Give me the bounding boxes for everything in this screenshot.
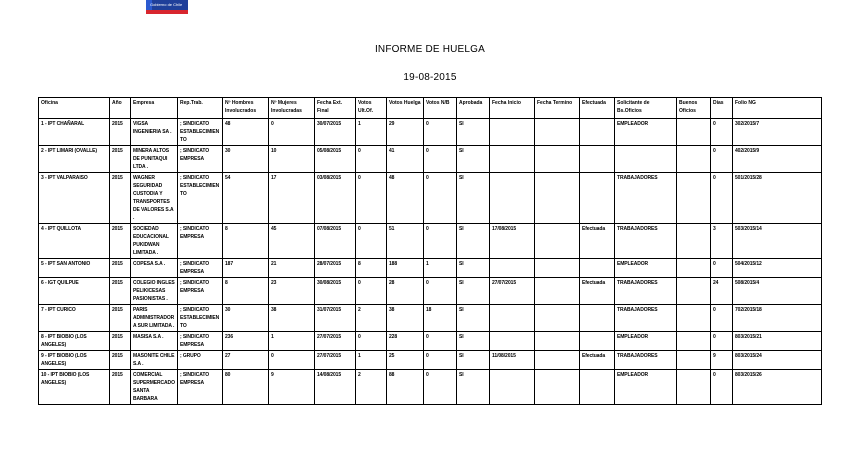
table-cell: 0 (424, 224, 457, 259)
table-cell: 1 (356, 119, 387, 146)
table-cell: 9 (711, 351, 733, 370)
table-cell: 0 (269, 119, 315, 146)
table-cell: ; SINDICATO ESTABLECIMIENTO (178, 305, 223, 332)
table-cell: EMPLEADOR (615, 259, 677, 278)
table-cell: 51 (387, 224, 424, 259)
table-cell: 23 (269, 278, 315, 305)
table-cell: 0 (711, 146, 733, 173)
table-cell: 236 (223, 332, 269, 351)
table-cell: 27/07/2015 (315, 351, 356, 370)
table-row (39, 259, 822, 278)
table-cell (580, 119, 615, 146)
table-cell: PARIS ADMINISTRADORA SUR LIMITADA . (131, 305, 178, 332)
table-cell: 05/08/2015 (315, 146, 356, 173)
table-cell: SI (457, 332, 490, 351)
table-cell: WAGNER SEGURIDAD CUSTODIA Y TRANSPORTES DE VALORES S.A . (131, 173, 178, 224)
table-cell (580, 332, 615, 351)
table-cell: 9 - IPT BIOBIO (LOS ANGELES) (39, 351, 110, 370)
table-cell: 6 - IGT QUILPUE (39, 278, 110, 305)
table-cell: 29 (387, 119, 424, 146)
table-row (39, 224, 822, 259)
table-cell: 2015 (110, 259, 131, 278)
table-cell: 11/08/2015 (490, 351, 535, 370)
table-cell: 0 (356, 224, 387, 259)
table-row (39, 305, 822, 332)
table-cell: 0 (424, 351, 457, 370)
table-cell (490, 146, 535, 173)
table-cell: 0 (711, 305, 733, 332)
table-cell: 10 - IPT BIOBIO (LOS ANGELES) (39, 370, 110, 405)
table-cell (677, 224, 711, 259)
table-cell: 0 (424, 146, 457, 173)
table-cell: 41 (387, 146, 424, 173)
table-cell: 508/2015/4 (733, 278, 822, 305)
table-cell: 2015 (110, 332, 131, 351)
table-cell: 18 (424, 305, 457, 332)
table-cell: 48 (387, 173, 424, 224)
table-cell: 80 (223, 370, 269, 405)
table-cell: MASONITE CHILE S.A . (131, 351, 178, 370)
table-cell: 8 (356, 259, 387, 278)
table-cell (535, 278, 580, 305)
table-cell (490, 305, 535, 332)
table-cell: MASISA S.A . (131, 332, 178, 351)
table-cell: 0 (356, 332, 387, 351)
table-cell: SI (457, 278, 490, 305)
column-header: Votos Huelga (387, 98, 424, 119)
table-cell: 45 (269, 224, 315, 259)
table-row (39, 146, 822, 173)
table-cell: 8 (223, 278, 269, 305)
table-cell: 2 (356, 305, 387, 332)
table-cell: ; SINDICATO EMPRESA (178, 370, 223, 405)
table-cell: EMPLEADOR (615, 370, 677, 405)
report-date: 19-08-2015 (403, 72, 457, 83)
table-cell: EMPLEADOR (615, 119, 677, 146)
logo-red-band (146, 10, 188, 14)
table-cell (580, 370, 615, 405)
table-cell: COLEGIO INGLES PELIKICESAS PASIONISTAS . (131, 278, 178, 305)
column-header: Empresa (131, 98, 178, 119)
table-cell: 0 (711, 332, 733, 351)
column-header: Fecha Ext. Final (315, 98, 356, 119)
column-header: Efectuada (580, 98, 615, 119)
table-cell: 402/2015/9 (733, 146, 822, 173)
logo-text: Gobierno de Chile (150, 2, 183, 7)
table-cell: ; SINDICATO EMPRESA (178, 224, 223, 259)
table-cell (490, 173, 535, 224)
table-cell (677, 278, 711, 305)
table-cell: SOCIEDAD EDUCACIONAL PUKIDWAN LIMITADA . (131, 224, 178, 259)
table-cell: 2015 (110, 305, 131, 332)
column-header: Año (110, 98, 131, 119)
table-cell: 54 (223, 173, 269, 224)
column-header: Aprobada (457, 98, 490, 119)
table-cell: 21 (269, 259, 315, 278)
column-header: Fecha Inicio (490, 98, 535, 119)
table-cell: 30 (223, 305, 269, 332)
table-cell (535, 332, 580, 351)
table-cell: 30/08/2015 (315, 278, 356, 305)
table-cell: 9 (269, 370, 315, 405)
table-cell: 30/07/2015 (315, 119, 356, 146)
table-cell: SI (457, 370, 490, 405)
table-row (39, 119, 822, 146)
table-cell (677, 332, 711, 351)
table-cell (535, 370, 580, 405)
table-cell: 5 - IPT SAN ANTONIO (39, 259, 110, 278)
table-cell: 2015 (110, 119, 131, 146)
table-cell: Efectuada (580, 224, 615, 259)
table-cell (535, 173, 580, 224)
table-cell: 188 (387, 259, 424, 278)
table-cell: SI (457, 146, 490, 173)
table-cell: 17/08/2015 (490, 224, 535, 259)
table-cell: SI (457, 351, 490, 370)
table-cell: 30 (223, 146, 269, 173)
table-cell: 503/2015/14 (733, 224, 822, 259)
table-cell (580, 146, 615, 173)
table-cell: MINERA ALTOS DE PUNITAQUI LTDA . (131, 146, 178, 173)
table-cell (580, 173, 615, 224)
table-cell: 2015 (110, 173, 131, 224)
table-cell: 38 (269, 305, 315, 332)
table-cell: 2015 (110, 224, 131, 259)
table-cell: 14/08/2015 (315, 370, 356, 405)
table-cell: 17 (269, 173, 315, 224)
table-cell: 3 (711, 224, 733, 259)
table-cell: 702/2015/18 (733, 305, 822, 332)
table-cell: 2 - IPT LIMARI (OVALLE) (39, 146, 110, 173)
table-cell: 0 (356, 278, 387, 305)
table-cell: ; GRUPO (178, 351, 223, 370)
table-cell: 07/08/2015 (315, 224, 356, 259)
table-cell: 0 (424, 119, 457, 146)
table-cell: ; SINDICATO ESTABLECIMIENTO (178, 119, 223, 146)
table-cell: COPESA S.A . (131, 259, 178, 278)
table-cell: 0 (424, 370, 457, 405)
table-cell: SI (457, 305, 490, 332)
table-cell: 302/2015/7 (733, 119, 822, 146)
table-cell (535, 305, 580, 332)
table-row (39, 173, 822, 224)
table-cell: TRABAJADORES (615, 173, 677, 224)
table-cell: 0 (711, 259, 733, 278)
table-cell: TRABAJADORES (615, 351, 677, 370)
table-cell: 1 (269, 332, 315, 351)
column-header: Votos Ult.Of. (356, 98, 387, 119)
table-cell: 8 (223, 224, 269, 259)
table-cell: SI (457, 259, 490, 278)
column-header: Nº Mujeres Involucradas (269, 98, 315, 119)
table-cell: 24 (711, 278, 733, 305)
table-cell: 27 (223, 351, 269, 370)
table-cell: ; SINDICATO EMPRESA (178, 278, 223, 305)
table-cell: ; SINDICATO EMPRESA (178, 259, 223, 278)
table-cell (490, 370, 535, 405)
table-cell: 2015 (110, 146, 131, 173)
table-cell: Efectuada (580, 351, 615, 370)
table-cell (615, 146, 677, 173)
table-cell: 88 (387, 370, 424, 405)
table-cell: 0 (711, 370, 733, 405)
table-cell (535, 119, 580, 146)
table-cell (580, 259, 615, 278)
table-cell: 2015 (110, 370, 131, 405)
table-cell (535, 224, 580, 259)
table-cell: 803/2015/24 (733, 351, 822, 370)
table-cell: SI (457, 119, 490, 146)
table-cell: 4 - IPT QUILLOTA (39, 224, 110, 259)
column-header: Rep.Trab. (178, 98, 223, 119)
table-cell: 1 (424, 259, 457, 278)
table-cell: 7 - IPT CURICO (39, 305, 110, 332)
table-cell: ; SINDICATO EMPRESA (178, 332, 223, 351)
column-header: Nº Hombres Involucrados (223, 98, 269, 119)
table-cell (490, 119, 535, 146)
table-cell: EMPLEADOR (615, 332, 677, 351)
table-cell: 31/07/2015 (315, 305, 356, 332)
table-cell: SI (457, 224, 490, 259)
table-cell: TRABAJADORES (615, 305, 677, 332)
column-header: Fecha Termino (535, 98, 580, 119)
table-row (39, 332, 822, 351)
table-cell: 0 (356, 146, 387, 173)
table-cell: 501/2015/28 (733, 173, 822, 224)
table-cell (580, 305, 615, 332)
table-cell (490, 259, 535, 278)
table-cell (677, 305, 711, 332)
table-cell: Efectuada (580, 278, 615, 305)
table-cell: 803/2015/26 (733, 370, 822, 405)
strike-report-table (38, 97, 822, 405)
table-cell (677, 351, 711, 370)
table-cell: 0 (424, 173, 457, 224)
table-cell: TRABAJADORES (615, 278, 677, 305)
table-cell (535, 351, 580, 370)
column-header: Solicitante de Bs.Oficios (615, 98, 677, 119)
table-cell: 504/2015/12 (733, 259, 822, 278)
table-cell: 28/07/2015 (315, 259, 356, 278)
table-cell: 1 - IPT CHAÑARAL (39, 119, 110, 146)
table-cell: ; SINDICATO EMPRESA (178, 146, 223, 173)
table-row (39, 278, 822, 305)
table-cell: 27/07/2015 (490, 278, 535, 305)
table-cell: SI (457, 173, 490, 224)
table-cell: 2015 (110, 278, 131, 305)
column-header: Folio NG (733, 98, 822, 119)
table-row (39, 351, 822, 370)
table-cell: 25 (387, 351, 424, 370)
table-cell: 0 (711, 173, 733, 224)
table-cell (677, 146, 711, 173)
table-cell (490, 332, 535, 351)
table-cell: 187 (223, 259, 269, 278)
column-header: Buenos Oficios (677, 98, 711, 119)
table-cell: VIGSA INGENIERIA SA . (131, 119, 178, 146)
table-cell: 38 (387, 305, 424, 332)
table-cell: 48 (223, 119, 269, 146)
table-cell (535, 146, 580, 173)
table-cell (677, 370, 711, 405)
column-header: Oficina (39, 98, 110, 119)
table-cell: 228 (387, 332, 424, 351)
table-cell: 3 - IPT VALPARAISO (39, 173, 110, 224)
table-cell: 0 (269, 351, 315, 370)
table-cell: 803/2015/21 (733, 332, 822, 351)
table-cell: 0 (424, 278, 457, 305)
table-cell (677, 119, 711, 146)
table-cell: 1 (356, 351, 387, 370)
column-header: Días (711, 98, 733, 119)
table-cell (677, 259, 711, 278)
table-cell: 0 (356, 173, 387, 224)
table-cell: 8 - IPT BIOBIO (LOS ANGELES) (39, 332, 110, 351)
table-cell: COMERCIAL SUPERMERCADO SANTA BARBARA (131, 370, 178, 405)
table-cell: 10 (269, 146, 315, 173)
table-cell: 2015 (110, 351, 131, 370)
table-row (39, 370, 822, 405)
table-cell: 03/08/2015 (315, 173, 356, 224)
table-cell: TRABAJADORES (615, 224, 677, 259)
table-cell: 28 (387, 278, 424, 305)
table-cell: 0 (711, 119, 733, 146)
report-title: INFORME DE HUELGA (374, 44, 486, 55)
table-cell: 2 (356, 370, 387, 405)
table-cell: 27/07/2015 (315, 332, 356, 351)
table-cell (677, 173, 711, 224)
table-cell: ; SINDICATO ESTABLECIMIENTO (178, 173, 223, 224)
table-cell (535, 259, 580, 278)
table-header-row (39, 98, 822, 119)
table-cell: 0 (424, 332, 457, 351)
column-header: Votos N/B (424, 98, 457, 119)
